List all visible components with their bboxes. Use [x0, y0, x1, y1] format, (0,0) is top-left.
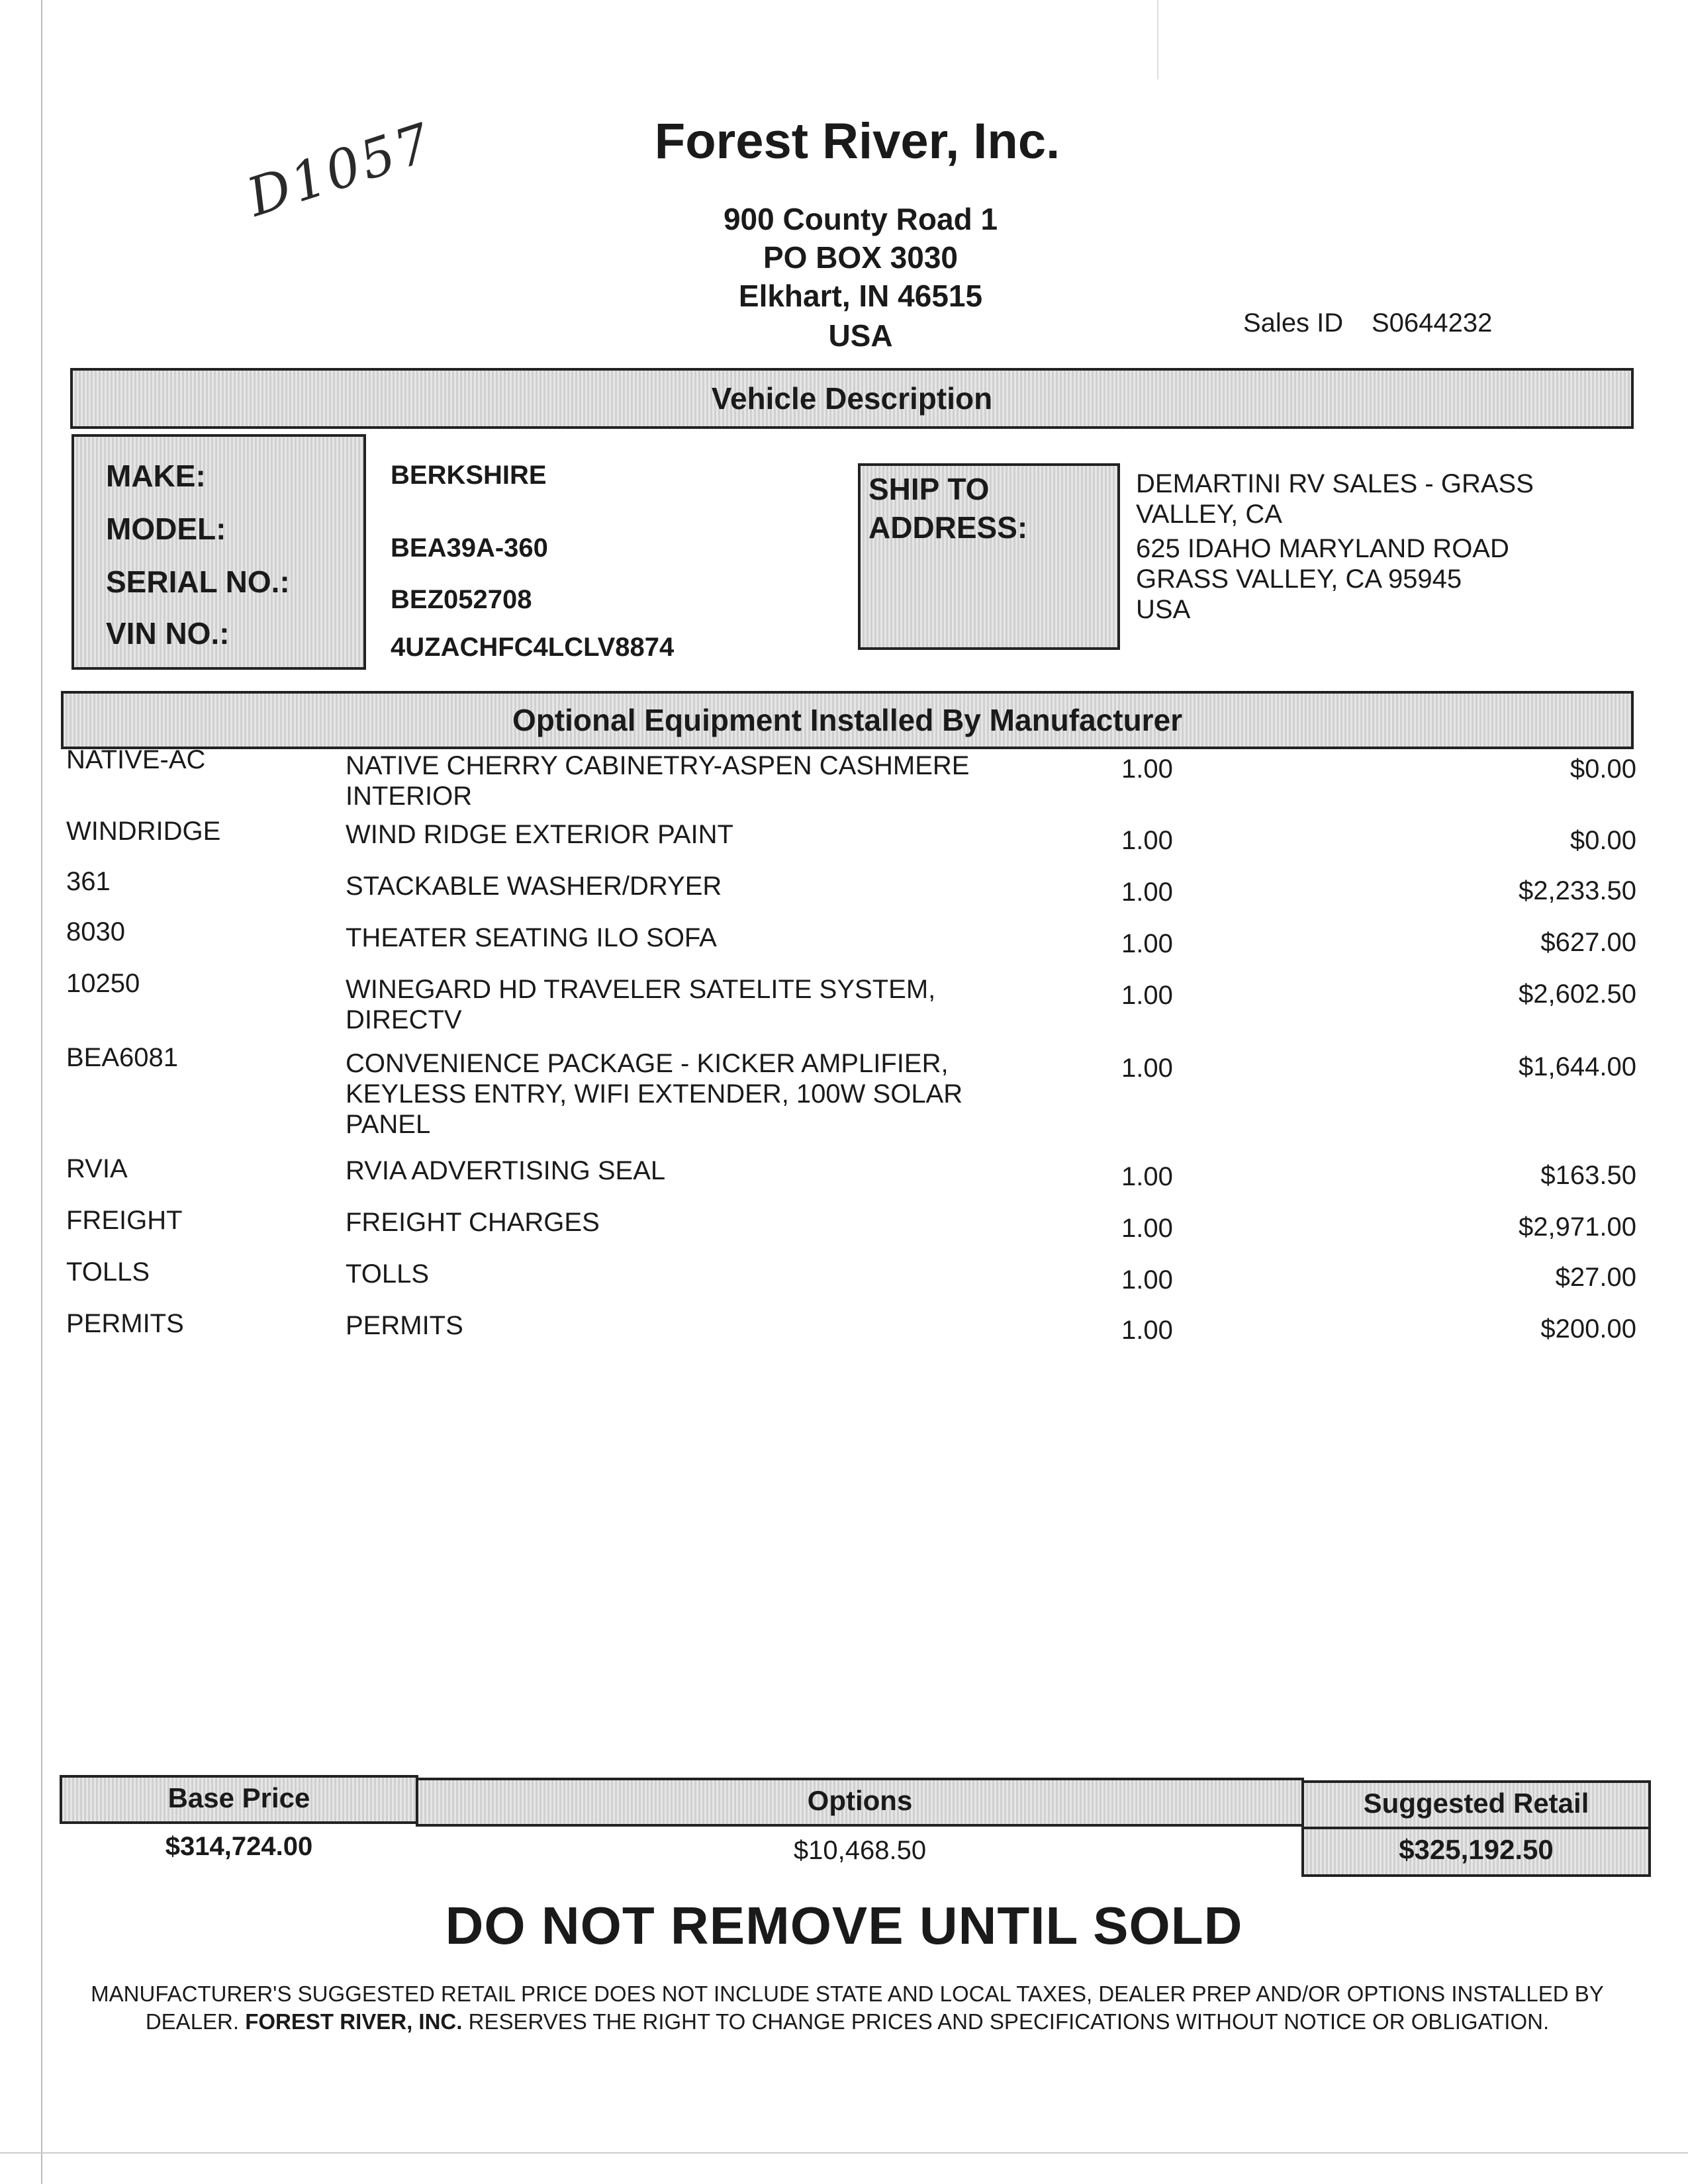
- address-line-city: Elkhart, IN 46515: [738, 279, 983, 313]
- equipment-code: 10250: [66, 969, 140, 998]
- equipment-price: $627.00: [1540, 928, 1636, 957]
- suggested-retail-header: [1301, 1780, 1651, 1829]
- suggested-retail-value-box: [1301, 1827, 1651, 1877]
- address-label: ADDRESS:: [868, 510, 1028, 545]
- suggested-retail-label: Suggested Retail: [1363, 1788, 1589, 1819]
- equipment-price: $27.00: [1555, 1263, 1636, 1292]
- equipment-code: BEA6081: [66, 1043, 179, 1072]
- options-header: [416, 1778, 1304, 1827]
- base-price-label: Base Price: [167, 1782, 310, 1813]
- scan-edge-line-right: [1157, 0, 1158, 79]
- options-value: $10,468.50: [793, 1836, 927, 1865]
- equipment-code: NATIVE-AC: [66, 745, 206, 774]
- vin-value: 4UZACHFC4LCLV8874: [391, 633, 675, 662]
- company-name: Forest River, Inc.: [654, 113, 1060, 169]
- equipment-qty: 1.00: [1121, 981, 1173, 1010]
- equipment-code: TOLLS: [66, 1257, 150, 1287]
- equipment-qty: 1.00: [1121, 1214, 1173, 1243]
- equipment-description: STACKABLE WASHER/DRYER: [346, 872, 722, 901]
- equipment-description: WIND RIDGE EXTERIOR PAINT: [346, 820, 733, 849]
- equipment-price: $2,233.50: [1519, 876, 1636, 905]
- disclaimer-brand: FOREST RIVER, INC.: [245, 2009, 463, 2034]
- equipment-description: RVIA ADVERTISING SEAL: [346, 1156, 666, 1185]
- equipment-description: TOLLS: [346, 1259, 429, 1289]
- ship-to-country: USA: [1136, 595, 1191, 624]
- equipment-qty: 1.00: [1121, 826, 1173, 855]
- equipment-price: $200.00: [1540, 1314, 1636, 1343]
- ship-to-box: [858, 463, 1120, 650]
- equipment-code: 8030: [66, 917, 125, 946]
- equipment-description: NATIVE CHERRY CABINETRY-ASPEN CASHMERE INTERIOR: [346, 751, 970, 811]
- scan-edge-line-left: [41, 0, 42, 2184]
- equipment-price: $2,971.00: [1519, 1212, 1636, 1242]
- equipment-qty: 1.00: [1121, 1054, 1173, 1083]
- ship-to-label: SHIP TO: [868, 472, 990, 506]
- equipment-qty: 1.00: [1121, 1162, 1173, 1191]
- equipment-description: WINEGARD HD TRAVELER SATELITE SYSTEM, DIRECTV: [346, 975, 936, 1034]
- sales-id-value: S0644232: [1372, 308, 1493, 338]
- equipment-code: RVIA: [66, 1154, 128, 1183]
- equipment-description: CONVENIENCE PACKAGE - KICKER AMPLIFIER, KEYLESS ENTRY, WIFI EXTENDER, 100W SOLAR PANEL: [346, 1049, 963, 1139]
- serial-label: SERIAL NO.:: [106, 565, 290, 599]
- make-label: MAKE:: [106, 459, 206, 493]
- equipment-code: 361: [66, 867, 111, 896]
- base-price-value: $314,724.00: [165, 1832, 313, 1861]
- ship-to-city: GRASS VALLEY, CA 95945: [1136, 565, 1462, 594]
- vehicle-description-title: Vehicle Description: [711, 381, 993, 416]
- ship-to-street: 625 IDAHO MARYLAND ROAD: [1136, 534, 1509, 563]
- ship-to-dealer-name: DEMARTINI RV SALES - GRASS VALLEY, CA: [1136, 469, 1534, 529]
- optional-equipment-bar: [61, 691, 1634, 749]
- equipment-qty: 1.00: [1121, 1265, 1173, 1295]
- disclaimer-text-2: RESERVES THE RIGHT TO CHANGE PRICES AND SPECIFICATIONS WITHOUT NOTICE OR OBLIGATION.: [468, 2009, 1550, 2034]
- equipment-code: WINDRIDGE: [66, 817, 221, 846]
- vin-label: VIN NO.:: [106, 616, 230, 651]
- disclaimer: [73, 1980, 1622, 2036]
- equipment-description: THEATER SEATING ILO SOFA: [346, 923, 717, 952]
- handwritten-note: D1057: [240, 111, 441, 229]
- equipment-price: $1,644.00: [1519, 1052, 1636, 1081]
- vehicle-label-box: [71, 434, 366, 670]
- optional-equipment-title: Optional Equipment Installed By Manufacturer: [512, 703, 1183, 737]
- equipment-qty: 1.00: [1121, 929, 1173, 958]
- equipment-qty: 1.00: [1121, 1316, 1173, 1345]
- equipment-qty: 1.00: [1121, 878, 1173, 907]
- model-value: BEA39A-360: [391, 533, 548, 563]
- address-line-country: USA: [828, 318, 893, 353]
- equipment-description: PERMITS: [346, 1311, 463, 1340]
- equipment-code: FREIGHT: [66, 1206, 183, 1235]
- equipment-qty: 1.00: [1121, 754, 1173, 784]
- address-line-street: 900 County Road 1: [723, 202, 998, 236]
- base-price-header: [60, 1775, 418, 1824]
- serial-value: BEZ052708: [391, 585, 532, 614]
- options-label: Options: [807, 1785, 913, 1816]
- equipment-price: $0.00: [1570, 754, 1636, 784]
- equipment-price: $0.00: [1570, 826, 1636, 855]
- equipment-price: $2,602.50: [1519, 979, 1636, 1009]
- model-label: MODEL:: [106, 512, 226, 546]
- disclaimer-text-1: MANUFACTURER'S SUGGESTED RETAIL PRICE DOES NOT INCLUDE STATE AND LOCAL TAXES, DEALER PREP AND/OR OPTIONS INSTALLED BY DEALER.: [91, 1981, 1604, 2034]
- equipment-description: FREIGHT CHARGES: [346, 1208, 600, 1237]
- scan-bottom-line: [0, 2152, 1688, 2154]
- do-not-remove-banner: DO NOT REMOVE UNTIL SOLD: [445, 1896, 1243, 1955]
- make-value: BERKSHIRE: [391, 461, 547, 490]
- vehicle-description-bar: [70, 368, 1634, 429]
- equipment-price: $163.50: [1540, 1161, 1636, 1190]
- address-line-pobox: PO BOX 3030: [763, 240, 959, 275]
- sales-id-label: Sales ID: [1243, 308, 1344, 338]
- equipment-code: PERMITS: [66, 1309, 184, 1338]
- suggested-retail-value: $325,192.50: [1399, 1834, 1554, 1865]
